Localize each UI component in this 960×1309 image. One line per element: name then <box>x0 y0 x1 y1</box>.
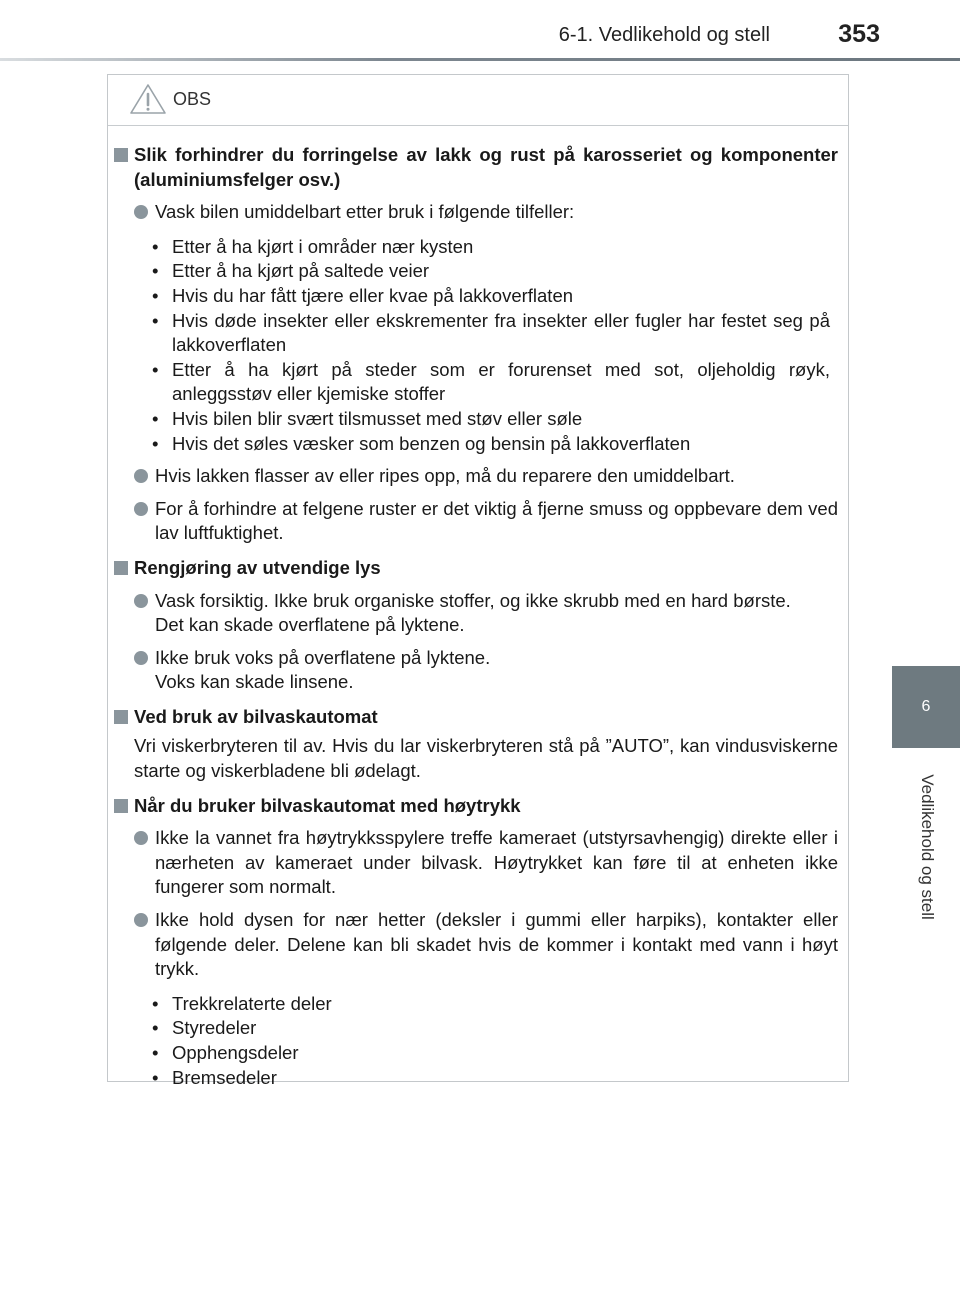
bullet-item: • Bremsedeler <box>108 1066 848 1091</box>
caution-content <box>108 133 848 1090</box>
list-item: Ikke la vannet fra høytrykksspylere treffe kameraet (utstyrsavhengig) direkte eller i nærheten av kameraet under bilvask. Høytrykket kan føre til at enheten ikke fungerer som normalt. <box>108 826 848 900</box>
bullet-item: • Styredeler <box>108 1016 848 1041</box>
section-heading: Når du bruker bilvaskautomat med høytrykk <box>108 794 848 819</box>
bullet-item: • Hvis bilen blir svært tilsmusset med støv eller søle <box>108 407 848 432</box>
bullet-item: • Hvis døde insekter eller ekskrementer fra insekter eller fugler har festet seg på lakkoverflaten <box>108 309 848 358</box>
list-item: Ikke hold dysen for nær hetter (deksler i gummi eller harpiks), kontakter eller følgende deler. Delene kan bli skadet hvis de kommer i kontakt med vann i høyt trykk. <box>108 908 848 982</box>
bullet-item: • Etter å ha kjørt på saltede veier <box>108 259 848 284</box>
square-bullet-icon <box>114 710 128 724</box>
circle-bullet-icon <box>134 502 148 516</box>
circle-bullet-icon <box>134 651 148 665</box>
warning-triangle-icon <box>128 82 168 116</box>
circle-bullet-icon <box>134 594 148 608</box>
circle-bullet-icon <box>134 831 148 845</box>
chapter-tab <box>892 666 960 748</box>
bullet-item: • Etter å ha kjørt i områder nær kysten <box>108 235 848 260</box>
chapter-side-label <box>893 752 960 942</box>
circle-bullet-icon <box>134 205 148 219</box>
bullet-list <box>108 235 848 456</box>
bullet-item: • Hvis det søles væsker som benzen og bensin på lakkoverflaten <box>108 432 848 457</box>
square-bullet-icon <box>114 799 128 813</box>
section-heading: Slik forhindrer du forringelse av lakk og rust på karosseriet og komponenter (aluminiumsfelger osv.) <box>108 143 848 192</box>
bullet-item: • Etter å ha kjørt på steder som er forurenset med sot, oljeholdig røyk, anleggsstøv eller kjemiske stoffer <box>108 358 848 407</box>
square-bullet-icon <box>114 561 128 575</box>
circle-bullet-icon <box>134 913 148 927</box>
bullet-list <box>108 992 848 1090</box>
caution-label: OBS <box>173 88 212 109</box>
caution-header <box>128 81 211 117</box>
list-item: Vask bilen umiddelbart etter bruk i følgende tilfeller: <box>108 200 848 225</box>
section-heading: Rengjøring av utvendige lys <box>108 556 848 581</box>
list-item: Ikke bruk voks på overflatene på lyktene. Voks kan skade linsene. <box>108 646 848 695</box>
chapter-label: Vedlikehold og stell <box>917 774 937 920</box>
header-rule <box>0 58 960 61</box>
section-title: 6-1. Vedlikehold og stell <box>558 24 770 46</box>
bullet-item: • Opphengsdeler <box>108 1041 848 1066</box>
bullet-item: • Trekkrelaterte deler <box>108 992 848 1017</box>
chapter-number: 6 <box>921 698 931 715</box>
list-item: Hvis lakken flasser av eller ripes opp, må du reparere den umiddelbart. <box>108 464 848 489</box>
section-heading: Ved bruk av bilvaskautomat <box>108 705 848 730</box>
bullet-item: • Hvis du har fått tjære eller kvae på lakkoverflaten <box>108 284 848 309</box>
paragraph: Vri viskerbryteren til av. Hvis du lar viskerbryteren stå på ”AUTO”, kan vindusviskerne starte og viskerbladene bli ødelagt. <box>134 735 838 782</box>
circle-bullet-icon <box>134 469 148 483</box>
page-number: 353 <box>838 20 880 48</box>
square-bullet-icon <box>114 148 128 162</box>
list-item: For å forhindre at felgene ruster er det viktig å fjerne smuss og oppbevare dem ved lav luftfuktighet. <box>108 497 848 546</box>
caution-box <box>107 74 849 1088</box>
list-item: Vask forsiktig. Ikke bruk organiske stoffer, og ikke skrubb med en hard børste. Det kan skade overflatene på lyktene. <box>108 589 848 638</box>
caution-divider <box>108 125 848 126</box>
